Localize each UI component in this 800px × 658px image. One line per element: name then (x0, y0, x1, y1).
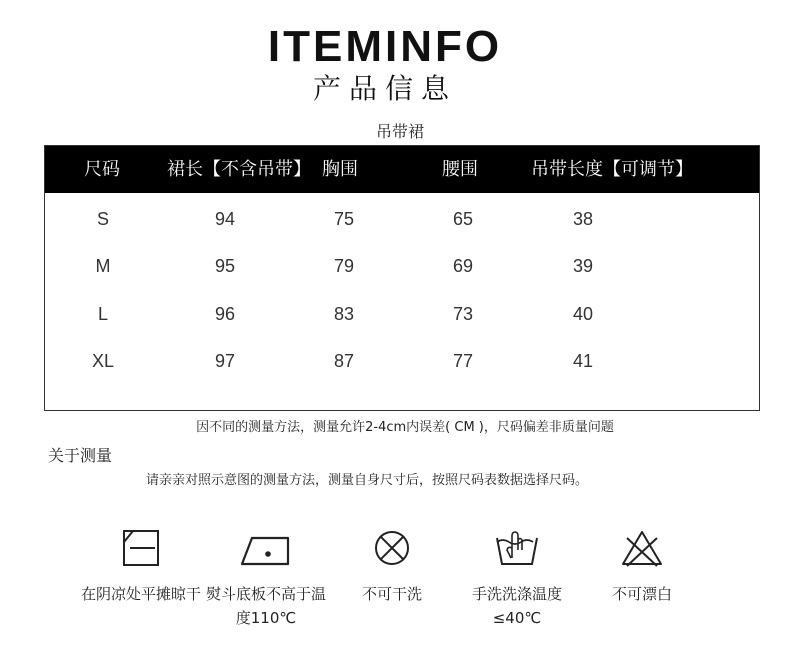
care-label: 不可干洗 (361, 585, 422, 603)
measurement-note: 因不同的测量方法，测量允许2-4cm内误差( CM )，尺码偏差非质量问题 (196, 420, 614, 435)
care-label: 手洗洗涤温度≤40℃ (471, 585, 562, 627)
no-bleach-icon (619, 528, 665, 568)
dry-flat-shade-icon (121, 528, 161, 568)
cell-waist: 69 (452, 256, 474, 276)
table-caption: 吊带裙 (375, 122, 424, 141)
measure-instruction: 请亲亲对照示意图的测量方法，测量自身尺寸后，按照尺码表数据选择尺码。 (146, 473, 589, 488)
size-table (44, 145, 760, 411)
care-label: 熨斗底板不高于温度110℃ (205, 585, 326, 627)
cell-bust: 83 (333, 304, 355, 324)
cell-length: 96 (214, 304, 236, 324)
column-header-length: 裙长【不含吊带】 (167, 159, 311, 180)
care-item-hand-wash (455, 528, 579, 630)
cell-waist: 77 (452, 351, 474, 371)
cell-size: S (96, 209, 110, 229)
hand-wash-icon (493, 528, 541, 568)
cell-bust: 75 (333, 209, 355, 229)
no-dry-clean-icon (372, 528, 412, 568)
column-header-waist: 腰围 (442, 159, 478, 180)
cell-waist: 73 (452, 304, 474, 324)
cell-length: 94 (214, 209, 236, 229)
cell-waist: 65 (452, 209, 474, 229)
cell-size: L (97, 304, 109, 324)
column-header-strap-length: 吊带长度【可调节】 (531, 159, 693, 180)
cell-length: 97 (214, 351, 236, 371)
care-item-no-bleach (580, 528, 704, 606)
care-item-dry-flat (79, 528, 203, 606)
cell-strap-length: 41 (572, 351, 594, 371)
care-label: 在阴凉处平摊晾干 (80, 585, 201, 603)
cell-size: XL (91, 351, 115, 371)
column-header-bust: 胸围 (322, 159, 358, 180)
cell-bust: 79 (333, 256, 355, 276)
title-english: ITEMINFO (267, 22, 503, 71)
column-header-size: 尺码 (84, 159, 120, 180)
cell-size: M (95, 256, 111, 276)
table-header (45, 146, 759, 193)
cell-length: 95 (214, 256, 236, 276)
cell-strap-length: 39 (572, 256, 594, 276)
cell-strap-length: 40 (572, 304, 594, 324)
care-item-no-dry-clean (330, 528, 454, 606)
title-chinese: 产品信息 (312, 72, 457, 105)
care-item-iron (204, 528, 328, 630)
cell-bust: 87 (333, 351, 355, 371)
measure-section-title: 关于测量 (48, 446, 113, 465)
cell-strap-length: 38 (572, 209, 594, 229)
care-label: 不可漂白 (611, 585, 672, 603)
iron-low-icon (238, 528, 294, 568)
